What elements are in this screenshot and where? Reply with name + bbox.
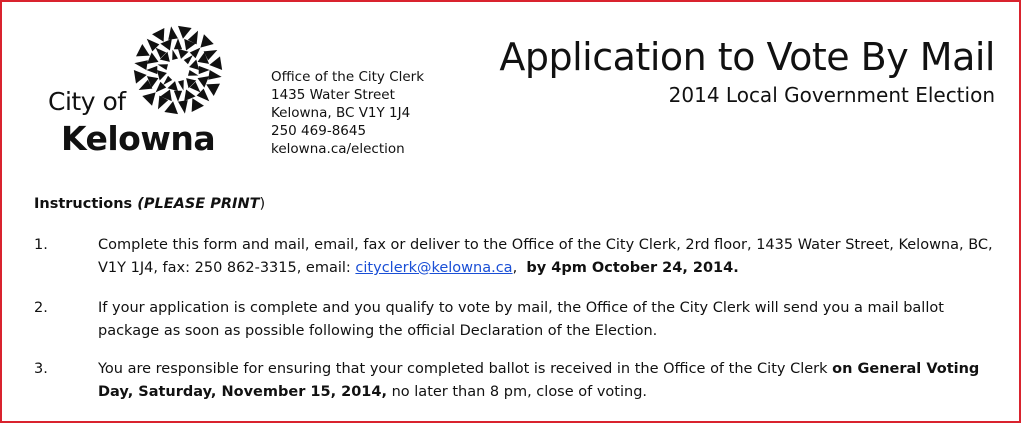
- instruction-text: [98, 358, 994, 404]
- instruction-item-3: [34, 358, 994, 404]
- address-city: Kelowna, BC V1Y 1J4: [271, 105, 411, 121]
- instructions-heading-note: (PLEASE PRINT: [137, 196, 260, 212]
- logo-city-of-text: City of: [48, 87, 126, 116]
- instruction-text-part: .: [733, 260, 739, 276]
- logo-emblem-segment: [167, 81, 178, 91]
- email-link[interactable]: cityclerk@kelowna.ca: [355, 260, 513, 276]
- instructions-heading-close: ): [259, 196, 266, 212]
- instruction-number: 3.: [34, 361, 48, 377]
- page-subtitle: 2014 Local Government Election: [668, 83, 995, 107]
- logo-emblem-segment: [178, 80, 184, 90]
- logo-emblem-segment: [174, 38, 182, 49]
- logo-emblem-segment: [188, 70, 198, 76]
- instruction-text-part: ,: [512, 260, 527, 276]
- logo-emblem-segment: [184, 55, 193, 64]
- instruction-text: [98, 234, 994, 280]
- logo-emblem-segment: [134, 70, 147, 84]
- logo-emblem-segment: [178, 49, 189, 59]
- page-title: Application to Vote By Mail: [499, 35, 995, 79]
- logo-emblem-segment: [152, 28, 164, 42]
- logo-emblem-segment: [142, 92, 155, 105]
- instruction-text-part: You are responsible for ensuring that your completed ballot is received in the Office of the City Clerk: [98, 361, 833, 377]
- logo-emblem-segment: [206, 84, 220, 96]
- city-of-kelowna-logo-icon: [130, 22, 226, 118]
- logo-emblem-segment: [157, 70, 167, 81]
- logo-emblem-segment: [178, 100, 188, 113]
- address-office: Office of the City Clerk: [271, 69, 425, 85]
- logo-emblem-segment: [178, 26, 192, 39]
- logo-kelowna-text: Kelowna: [61, 119, 216, 158]
- address-block: [271, 68, 424, 158]
- voting-day-text: on General Voting Day, Saturday, November 15, 2014,: [98, 361, 980, 400]
- instruction-text: If your application is complete and you qualify to vote by mail, the Office of the City Clerk will send you a mail ballot package as soon as possible following the official Declaration of the Election.: [98, 300, 944, 339]
- instructions-heading-label: Instructions: [34, 196, 133, 212]
- address-website: kelowna.ca/election: [271, 141, 405, 157]
- instruction-number: 2.: [34, 300, 48, 316]
- instruction-item-1: [34, 234, 994, 280]
- logo-emblem-segment: [200, 34, 213, 47]
- logo-emblem-segment: [146, 66, 157, 74]
- instruction-number: 1.: [34, 237, 48, 253]
- address-phone: 250 469-8645: [271, 123, 367, 139]
- logo-emblem-segment: [164, 101, 178, 114]
- logo-emblem-segment: [174, 91, 182, 102]
- logo-emblem-segment: [136, 44, 150, 56]
- logo-emblem-segment: [134, 60, 147, 70]
- address-street: 1435 Water Street: [271, 87, 395, 103]
- logo-emblem-segment: [168, 26, 178, 39]
- logo-emblem-segment: [163, 76, 172, 85]
- logo-emblem-segment: [172, 50, 178, 60]
- instruction-text-part: no later than 8 pm, close of voting.: [387, 384, 648, 400]
- logo-emblem-segment: [209, 56, 222, 70]
- logo-emblem-segment: [158, 64, 168, 70]
- instructions-heading: [34, 194, 265, 214]
- logo-emblem-segment: [208, 70, 221, 80]
- deadline-text: by 4pm October 24, 2014: [526, 260, 734, 276]
- logo-emblem-segment: [189, 59, 199, 70]
- logo-emblem-segment: [192, 98, 204, 112]
- instruction-item-2: [34, 297, 994, 343]
- instruction-text-part: Complete this form and mail, email, fax or deliver to the Office of the City Clerk, 2rd floor, 1435 Water Street, Kelowna, BC, V1Y 1J4, fax: 250 862-3315, email:: [98, 237, 993, 276]
- logo-emblem-segment: [199, 66, 210, 74]
